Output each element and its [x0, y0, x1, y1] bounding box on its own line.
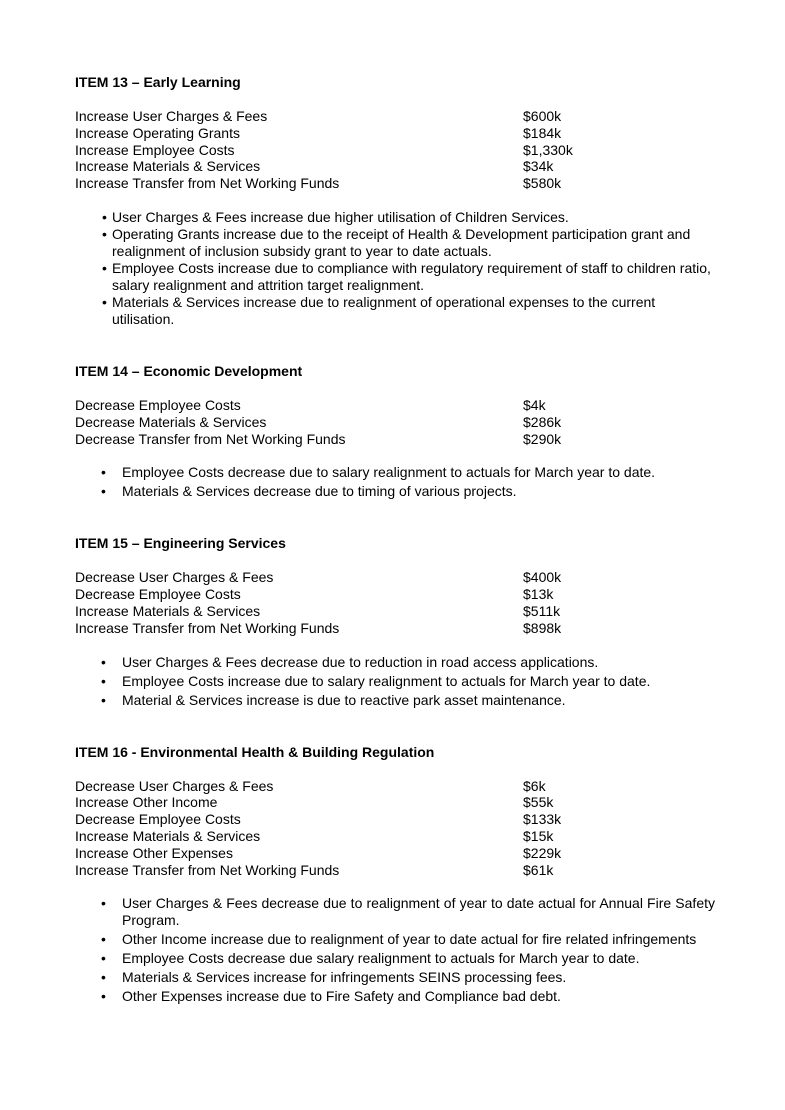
budget-row	[75, 175, 715, 192]
row-label: Decrease Employee Costs	[75, 811, 241, 828]
budget-table	[75, 397, 715, 447]
explanation-list	[75, 464, 715, 500]
row-label: Increase Other Income	[75, 794, 218, 811]
row-amount: $133k	[523, 811, 562, 828]
budget-row	[75, 158, 715, 175]
row-amount: $34k	[523, 158, 554, 175]
list-item	[75, 226, 715, 260]
section-item-15	[75, 535, 715, 708]
budget-row	[75, 845, 715, 862]
list-item-text: Employee Costs increase due to salary realignment to actuals for March year to date.	[122, 672, 651, 689]
row-label: Increase Operating Grants	[75, 124, 240, 141]
row-label: Increase User Charges & Fees	[75, 108, 268, 124]
list-item-text: Materials & Services increase due to realignment of operational expenses to the current utilisation.	[112, 293, 656, 327]
bullet-icon: •	[101, 672, 106, 689]
bullet-icon: •	[101, 950, 106, 967]
row-label: Increase Transfer from Net Working Funds	[75, 175, 340, 192]
list-item-text: Materials & Services increase for infringements SEINS processing fees.	[122, 969, 567, 986]
row-amount: $511k	[523, 602, 561, 619]
row-amount: $229k	[523, 844, 562, 861]
budget-table	[75, 778, 715, 879]
bullet-icon: •	[102, 208, 107, 225]
budget-row	[75, 811, 715, 828]
section-item-14	[75, 363, 715, 500]
budget-row	[75, 414, 715, 431]
row-label: Increase Materials & Services	[75, 158, 261, 175]
row-label: Increase Transfer from Net Working Funds	[75, 861, 340, 878]
explanation-list	[75, 209, 715, 328]
list-item	[75, 931, 715, 948]
document-page	[75, 74, 715, 1040]
budget-row	[75, 569, 715, 586]
row-amount: $4k	[523, 396, 546, 413]
row-label: Increase Employee Costs	[75, 141, 235, 158]
section-heading: ITEM 15 – Engineering Services	[75, 535, 286, 552]
bullet-icon: •	[101, 895, 106, 912]
budget-row	[75, 586, 715, 603]
list-item-text: Material & Services increase is due to reactive park asset maintenance.	[122, 691, 566, 708]
row-label: Decrease Employee Costs	[75, 396, 241, 413]
row-amount: $600k	[523, 108, 562, 124]
bullet-icon: •	[101, 691, 106, 708]
budget-row	[75, 108, 715, 125]
list-item-text: Employee Costs decrease due salary realignment to actuals for March year to date.	[122, 950, 640, 967]
row-label: Decrease User Charges & Fees	[75, 569, 274, 586]
list-item	[75, 673, 715, 690]
row-label: Increase Materials & Services	[75, 827, 261, 844]
row-label: Increase Other Expenses	[75, 844, 233, 861]
row-amount: $898k	[523, 619, 562, 636]
list-item	[75, 260, 715, 294]
row-label: Decrease Employee Costs	[75, 586, 241, 603]
list-item-text: Other Income increase due to realignment of year to date actual for fire related infringements	[122, 931, 697, 948]
row-label: Increase Materials & Services	[75, 602, 261, 619]
budget-row	[75, 125, 715, 142]
row-amount: $580k	[523, 175, 562, 192]
explanation-list	[75, 895, 715, 1005]
list-item	[75, 654, 715, 671]
bullet-icon: •	[102, 225, 107, 242]
budget-row	[75, 603, 715, 620]
budget-row	[75, 431, 715, 448]
list-item	[75, 988, 715, 1005]
row-amount: $400k	[523, 569, 562, 586]
row-amount: $286k	[523, 413, 562, 430]
budget-row	[75, 794, 715, 811]
row-amount: $290k	[523, 430, 562, 447]
list-item	[75, 483, 715, 500]
section-heading: ITEM 16 - Environmental Health & Building Regulation	[75, 743, 435, 760]
budget-row	[75, 828, 715, 845]
list-item-text: User Charges & Fees decrease due to reduction in road access applications.	[122, 653, 599, 670]
section-item-13	[75, 74, 715, 328]
row-label: Decrease Transfer from Net Working Funds	[75, 430, 346, 447]
row-amount: $1,330k	[523, 141, 573, 158]
section-heading: ITEM 13 – Early Learning	[75, 74, 241, 90]
row-label: Decrease Materials & Services	[75, 413, 267, 430]
bullet-icon: •	[101, 483, 106, 500]
list-item	[75, 895, 715, 929]
explanation-list	[75, 654, 715, 709]
row-amount: $15k	[523, 827, 554, 844]
bullet-icon: •	[102, 259, 107, 276]
budget-table	[75, 569, 715, 636]
bullet-icon: •	[101, 931, 106, 948]
bullet-icon: •	[101, 653, 106, 670]
budget-row	[75, 778, 715, 795]
list-item-text: Other Expenses increase due to Fire Safety and Compliance bad debt.	[122, 988, 561, 1005]
list-item	[75, 294, 715, 328]
budget-row	[75, 620, 715, 637]
bullet-icon: •	[101, 464, 106, 481]
bullet-icon: •	[101, 988, 106, 1005]
section-item-16	[75, 744, 715, 1006]
row-amount: $61k	[523, 861, 554, 878]
section-heading: ITEM 14 – Economic Development	[75, 362, 303, 379]
budget-row	[75, 142, 715, 159]
list-item-text: Materials & Services decrease due to timing of various projects.	[122, 483, 517, 500]
budget-row	[75, 862, 715, 879]
list-item	[75, 969, 715, 986]
budget-row	[75, 397, 715, 414]
list-item-text: User Charges & Fees increase due higher utilisation of Children Services.	[112, 208, 569, 225]
list-item	[75, 692, 715, 709]
row-amount: $6k	[523, 777, 546, 794]
list-item-text: User Charges & Fees decrease due to realignment of year to date actual for Annual Fire Safety Program.	[122, 895, 715, 929]
list-item-text: Employee Costs decrease due to salary realignment to actuals for March year to date.	[122, 464, 656, 481]
list-item	[75, 464, 715, 481]
row-amount: $55k	[523, 794, 554, 811]
list-item-text: Operating Grants increase due to the receipt of Health & Development participation grant and realignment of inclusion subsidy grant to year to date actuals.	[112, 225, 691, 259]
budget-table	[75, 108, 715, 192]
list-item-text: Employee Costs increase due to compliance with regulatory requirement of staff to children ratio, salary realignment and attrition target realignment.	[112, 259, 711, 293]
list-item	[75, 209, 715, 226]
row-amount: $13k	[523, 586, 554, 603]
bullet-icon: •	[101, 969, 106, 986]
bullet-icon: •	[102, 293, 107, 310]
list-item	[75, 950, 715, 967]
row-label: Decrease User Charges & Fees	[75, 777, 274, 794]
row-amount: $184k	[523, 124, 562, 141]
row-label: Increase Transfer from Net Working Funds	[75, 619, 340, 636]
